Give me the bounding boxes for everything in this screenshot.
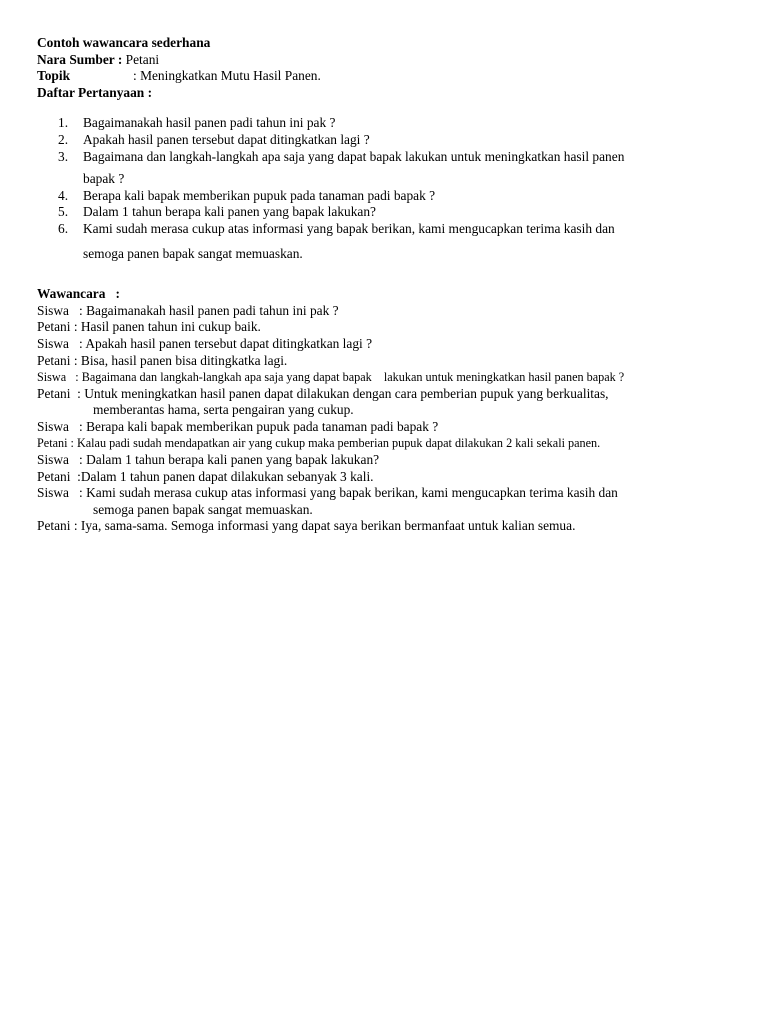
dialogue-continuation: memberantas hama, serta pengairan yang cukup. [93, 402, 354, 418]
question-number: 5. [58, 204, 69, 220]
question-text: Berapa kali bapak memberikan pupuk pada tanaman padi bapak ? [83, 187, 436, 203]
dialogue-line: Petani : Bisa, hasil panen bisa ditingkatka lagi. [37, 352, 288, 368]
dialogue-line: Siswa : Berapa kali bapak memberikan pupuk pada tanaman padi bapak ? [37, 418, 439, 434]
dialogue-list [37, 303, 737, 535]
question-number: 2. [58, 131, 69, 147]
question-list [37, 115, 737, 262]
document-title: Contoh wawancara sederhana [37, 35, 211, 50]
topik-row [37, 68, 737, 85]
question-continuation: semoga panen bapak sangat memuaskan. [83, 245, 303, 261]
question-text: Bagaimanakah hasil panen padi tahun ini pak ? [83, 115, 336, 131]
narasumber-row [37, 52, 737, 69]
question-number: 6. [58, 220, 69, 236]
dialogue-line: Petani : Kalau padi sudah mendapatkan air yang cukup maka pemberian pupuk dapat dilakukan 2 kali sekali panen. [37, 436, 601, 451]
dialogue-line: Siswa : Bagaimanakah hasil panen padi tahun ini pak ? [37, 302, 339, 318]
question-continuation: bapak ? [83, 171, 125, 187]
question-number: 1. [58, 115, 69, 131]
question-item [37, 115, 737, 132]
document-page [37, 35, 737, 535]
topik-label: Topik [37, 68, 71, 84]
question-item [37, 132, 737, 149]
narasumber-label: Nara Sumber : [37, 51, 123, 67]
question-item [37, 204, 737, 221]
question-number: 4. [58, 187, 69, 203]
question-number: 3. [58, 148, 69, 164]
dialogue-line: Petani : Hasil panen tahun ini cukup baik. [37, 319, 261, 335]
dialogue-line: Petani : Untuk meningkatkan hasil panen dapat dilakukan dengan cara pemberian pupuk yang berkualitas, [37, 385, 609, 401]
dialogue-line: Siswa : Bagaimana dan langkah-langkah apa saja yang dapat bapak lakukan untuk meningkatkan hasil panen bapak ? [37, 370, 625, 385]
question-text: Bagaimana dan langkah-langkah apa saja yang dapat bapak lakukan untuk meningkatkan hasil panen [83, 148, 625, 164]
question-text: Apakah hasil panen tersebut dapat ditingkatkan lagi ? [83, 131, 370, 147]
dialogue-line: Siswa : Dalam 1 tahun berapa kali panen yang bapak lakukan? [37, 452, 380, 468]
dialogue-continuation: semoga panen bapak sangat memuaskan. [93, 501, 313, 517]
topik-value: : Meningkatkan Mutu Hasil Panen. [133, 68, 321, 84]
daftar-pertanyaan-heading: Daftar Pertanyaan : [37, 84, 153, 100]
wawancara-heading: Wawancara : [37, 286, 120, 302]
dialogue-line: Siswa : Kami sudah merasa cukup atas informasi yang bapak berikan, kami mengucapkan terima kasih dan [37, 485, 618, 501]
dialogue-line: Petani :Dalam 1 tahun panen dapat dilakukan sebanyak 3 kali. [37, 468, 374, 484]
dialogue-line: Petani : Iya, sama-sama. Semoga informasi yang dapat saya berikan bermanfaat untuk kalian semua. [37, 518, 576, 534]
question-item [37, 221, 737, 238]
question-text: Kami sudah merasa cukup atas informasi yang bapak berikan, kami mengucapkan terima kasih dan [83, 220, 615, 236]
narasumber-value: Petani [122, 51, 160, 67]
question-item [37, 188, 737, 205]
dialogue-line: Siswa : Apakah hasil panen tersebut dapat ditingkatkan lagi ? [37, 335, 373, 351]
question-text: Dalam 1 tahun berapa kali panen yang bapak lakukan? [83, 204, 376, 220]
question-item [37, 149, 737, 166]
